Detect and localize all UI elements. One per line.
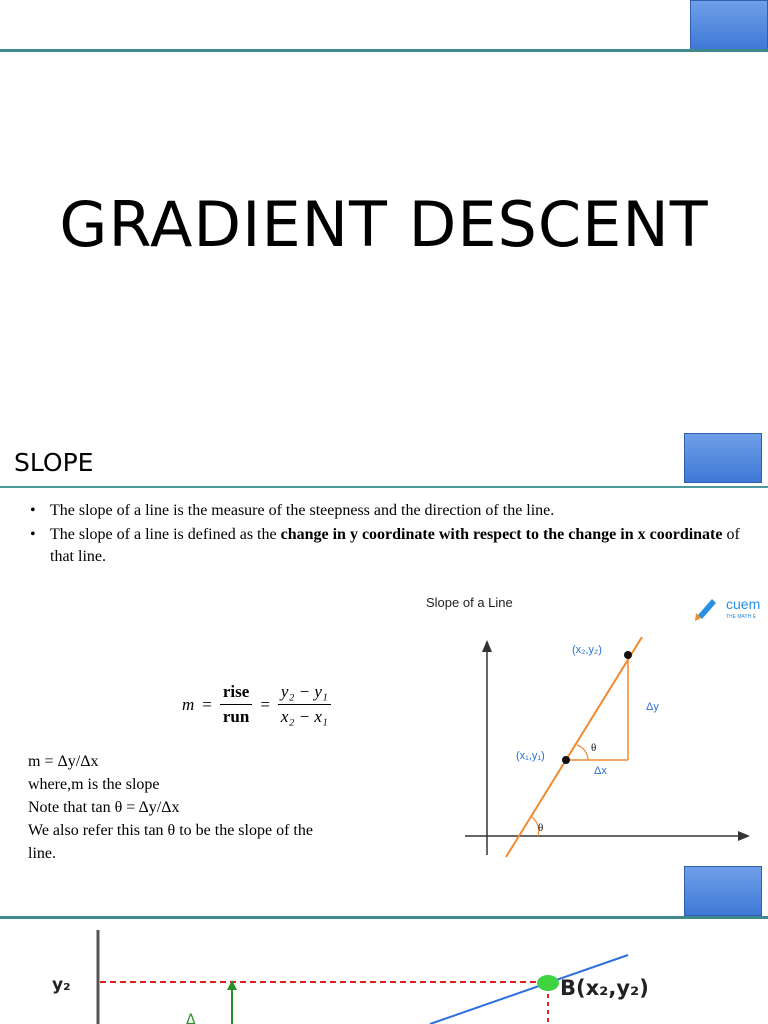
angle-arc-top [577,745,588,760]
slope-slide [0,420,768,920]
point-b-marker [537,975,559,991]
brand-tagline: THE MATH E [726,614,756,620]
bullet-item: • The slope of a line is the measure of the steepness and the direction of the line. [30,500,750,522]
title-slide [0,0,768,420]
slide-bottom-rule [0,916,768,919]
point-2-label: (x₂,y₂) [572,644,602,656]
slide-corner-box [684,866,762,916]
slide-corner-box [690,0,768,50]
formula-rise-run: $\frac{\text{rise}}{\text{run}}$ [220,682,252,727]
next-slide-partial [0,920,768,1024]
rocket-icon [695,599,716,621]
theta-bottom-label: θ [538,822,544,834]
delta-x-label: Δx [594,765,607,777]
theta-top-label: θ [591,742,597,754]
note-line: m = Δy/Δx [28,753,99,770]
brand-logo: cuem [726,596,761,612]
slope-formula [182,682,331,727]
green-glyph: Δ [186,1012,196,1024]
point-1 [562,756,570,764]
slide-top-rule [0,49,768,52]
y2-label: y₂ [52,975,71,995]
y-axis-arrow [482,640,492,652]
note-line: line. [28,845,56,862]
slide-heading-rule [0,486,768,488]
point-b-label: B(x₂,y₂) [560,976,649,1000]
coordinate-diagram [0,920,768,1024]
point-2 [624,651,632,659]
formula-lhs: m [182,694,195,714]
point-1-label: (x₁,y₁) [516,750,545,762]
formula-equals: = [202,694,212,714]
delta-y-label: Δy [646,701,659,713]
note-line: We also refer this tan θ to be the slope of the [28,822,313,839]
slope-diagram [420,585,768,885]
note-line: Note that tan θ = Δy/Δx [28,799,180,816]
slide-title: GRADIENT DESCENT [59,188,709,261]
slope-notes [28,750,388,865]
formula-equals: = [260,694,270,714]
diagram-caption: Slope of a Line [426,595,513,610]
bullet-item: • The slope of a line is defined as the change in y coordinate with respect to the change in x coordinate of that line. [30,524,750,568]
slope-line [506,637,642,857]
bullet-list [30,500,750,570]
slide-heading: SLOPE [14,448,94,477]
formula-coordinates: $\frac{\text{y₂ − y₁}}{\text{x₂ − x₁}}$ [278,682,331,727]
x-axis-arrow [738,831,750,841]
slide-corner-box [684,433,762,483]
note-line: where,m is the slope [28,776,160,793]
